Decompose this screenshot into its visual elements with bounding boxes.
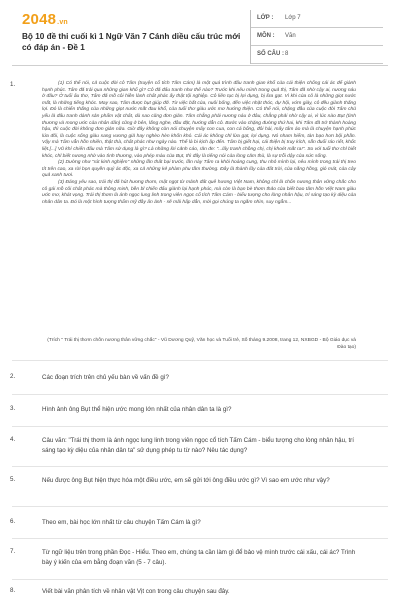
question-divider bbox=[12, 579, 388, 580]
logo-suffix: .vn bbox=[57, 19, 68, 26]
question-divider bbox=[12, 394, 388, 395]
question-text: Viết bài văn phân tích về nhân vật Vịt con trong câu chuyện sau đây. bbox=[42, 588, 230, 595]
question-number: 6. bbox=[10, 518, 16, 525]
document-title: Bộ 10 đề thi cuối kì 1 Ngữ Văn 7 Cánh diều cấu trúc mới có đáp án - Đề 1 bbox=[22, 32, 241, 52]
question-number: 3. bbox=[10, 405, 16, 412]
question-text: Từ ngữ liệu trên trong phần Đọc - Hiểu. Theo em, chúng ta cần làm gì để bảo vệ mình trước cái xấu, cái ác? Trình bày ý kiến của em bằng đoạn văn (5 - 7 câu). bbox=[42, 549, 356, 566]
question-divider bbox=[12, 426, 388, 427]
passage-citation: (Trích " Trái thị thơm chốn nương thân vững chắc" - Vũ Dương Quỹ, Văn học và Tuổi trẻ, Số tháng 9.2008, trang 12, NXBGD - Bộ Giáo dục và Đào tạo) bbox=[47, 338, 356, 350]
question-number: 2. bbox=[10, 373, 16, 380]
question-divider bbox=[12, 360, 388, 361]
meta-value: Văn bbox=[285, 33, 296, 39]
meta-value: Lớp 7 bbox=[285, 15, 301, 21]
meta-label: LỚP : bbox=[257, 15, 274, 21]
document-header bbox=[0, 0, 400, 60]
passage-paragraph: (2) Dường như "rút kinh nghiệm" những lần thất bại trước, lần này Tấm ra khỏi hoàng cung, thu nhỏ mình lại, nêu mình trong trái thị treo tít trên cao, xa rời bọn quyền quý ác độc, xa cả những kẻ phàm phu tầm thường. Đây là thành lũy của đất trời, của nắng hồng, gió mát, của cây quả xanh tươi. bbox=[42, 160, 356, 179]
site-logo[interactable] bbox=[22, 11, 68, 28]
meta-label: MÔN : bbox=[257, 33, 275, 39]
question-divider bbox=[12, 466, 388, 467]
meta-row-subject bbox=[251, 28, 383, 46]
question-divider bbox=[12, 538, 388, 539]
header-divider bbox=[12, 65, 388, 66]
question-divider bbox=[12, 506, 388, 507]
question-text: Nếu được ông Bụt hiện thực hóa một điều ước, em sẽ gửi tới ông điều ước gì? Vì sao em ước như vậy? bbox=[42, 477, 330, 484]
meta-label: SỐ CÂU : bbox=[257, 51, 284, 57]
question-number: 8. bbox=[10, 587, 16, 594]
meta-row-grade bbox=[251, 10, 383, 28]
question-text: Các đoạn trích trên chủ yếu bàn về vấn đề gì? bbox=[42, 374, 169, 381]
reading-passage bbox=[42, 81, 356, 206]
question-text: Hình ảnh ông Bụt thể hiện ước mong lớn nhất của nhân dân ta là gì? bbox=[42, 406, 232, 413]
meta-table bbox=[250, 10, 383, 64]
passage-paragraph: (1) Có thể nói, cả cuộc đời cô Tấm (truyện cổ tích Tấm Cám) là một quá trình đấu tranh gian khổ của cái thiện chống cái ác để giành hạnh phúc. Tấm đã trải qua những gian khổ gì? Cô đã đấu tranh như thế nào? Trước khi nêu mình trong quả thị, Tấm đã nhờ cậy ai, nương náu ở đâu? Ở tuổi ấu thơ, Tấm đã mồ côi hiền lành chất phác ấy thật tội nghiệp. Cô liên tục bị lợi dụng, bị lừa gạt. Vì khi của cô là những giọt nước mắt, là những tiếng khóc. May sao, Tấm được bụt giúp đỡ. Từ việc bắt của, nuôi bống, đến việc nhặt thóc, dự hội, vớm giày, cô đều giành thắng lợi. Đó là chiến thắng của những giọt nước mắt đau khổ, của tuổi thơ giàu ước mơ hướng thiện. Có thể nói, chặng đầu của cuộc đời Tấm chủ yếu là đấu tranh dành sản phẩm vật chất, dù sao cũng đơn giản. Tấm chẳng phải nương náu ở đâu, chẳng phải nhờ cậy ai, vì lúc nào Bụt (tình thương và mong ước của nhân dân) cũng ở bên, lắng nghe, đầu đặt, hướng dẫn cô. Bước vào chặng đường thứ hai, khi Tấm đã trở thành hoàng hậu, thì cuộc đời không đơn giản nữa. Giờ đây không còn nói chuyện mấy con cua, con cá bống, đôi hài, mấy tấm áo mà là chuyện hạnh phúc lứa đôi, là cuộc sống giàu sang vương giả hay nghèo hèn khốn khó. Cái ác không chỉ lừa gạt, lợi dụng. Nó nham hiểm, tàn bạo hơn bội phần. Vậy mà Tấm vẫn hồn nhiên, thật thà, chất phác như ngày nào. Thế là bi kịch ập đến. Tấm bị giết hại, cái thiện bị truy kích, sẵn đuổi ráo riết, khốc liệt.[...] Vũ khí chiến đấu mà Tấm sử dụng là gì? Là những lời cảnh cáo, răn đe: "...lấy tranh chồng chị, chị khoét mắt ra!". So với tuổi thơ chỉ biết khóc, chỉ biết nương nhờ vào tình thương, vào phép màu của Bụt, thì đây là tiếng nói của lòng căm thù, là sự trỗi dậy của sức sống. bbox=[42, 81, 356, 159]
passage-paragraph: (3) Đáng yêu sao, trái thị đã hút hương thơm, mật ngọt từ mảnh đất quê hương Việt Nam, không chỉ là chốn nương thân vững chắc cho cô gái mồ côi chất phác mà thông minh, bền bỉ chiến đấu giành lại hạnh phúc, mà còn là bạn bè thơm thảo của biết bao tâm hồn Việt Nam giàu ước mơ, khát vọng. Trái thị thơm là ánh ngọc lung linh trong viên ngọc cổ tích Tấm Cám - biểu tượng cho lòng nhân hậu, trí sáng tạo kỳ diệu của nhân dân ta. Đó là một hình tượng thẩm mỹ đầy ấn ảnh - sẽ mãi hấp dẫn, mời gọi chúng ta ngắm nhìn, suy ngẫm... bbox=[42, 179, 356, 205]
question-text: Câu văn: "Trái thị thơm là ánh ngọc lung linh trong viên ngọc cổ tích Tấm Cám - biểu tượng cho lòng nhân hậu, trí sáng tạo kỳ diệu của nhân dân ta" sử dụng phép tu từ nào? Nêu tác dụng? bbox=[42, 437, 354, 454]
question-text: Theo em, bài học lớn nhất từ câu chuyện Tấm Cám là gì? bbox=[42, 519, 201, 526]
meta-value: 8 bbox=[285, 51, 289, 57]
logo-main: 2048 bbox=[22, 11, 57, 28]
question-number: 7. bbox=[10, 548, 16, 555]
question-number: 1. bbox=[10, 81, 16, 88]
meta-row-count bbox=[251, 46, 383, 64]
question-number: 4. bbox=[10, 436, 16, 443]
question-number: 5. bbox=[10, 476, 16, 483]
